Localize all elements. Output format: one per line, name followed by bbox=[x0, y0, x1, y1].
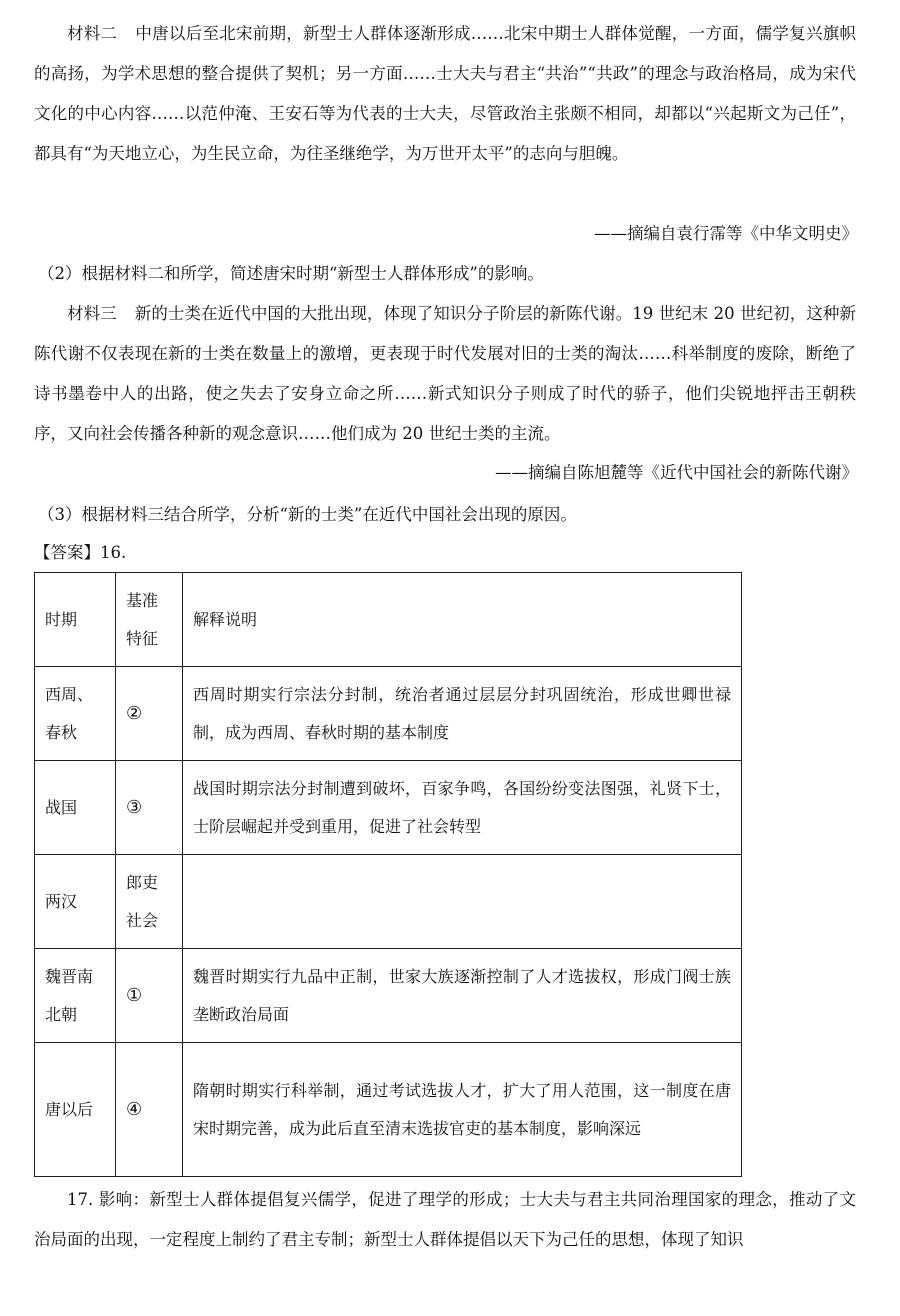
question-three: （3）根据材料三结合所学，分析“新的士类”在近代中国社会出现的原因。 bbox=[38, 505, 577, 524]
row-explain: 战国时期宗法分封制遭到破坏，百家争鸣，各国纷纷变法图强，礼贤下士，士阶层崛起并受到重用，促进了社会转型 bbox=[183, 761, 742, 855]
row-period: 两汉 bbox=[35, 855, 116, 949]
answer-label: 【答案】16. bbox=[34, 543, 127, 562]
answer-seventeen: 17. 影响：新型士人群体提倡复兴儒学，促进了理学的形成；士大夫与君主共同治理国家的理念，推动了文治局面的出现，一定程度上制约了君主专制；新型士人群体提倡以天下为己任的思想，体现了知识 bbox=[34, 1190, 856, 1249]
row-feature: ② bbox=[116, 667, 183, 761]
row-feature: ① bbox=[116, 949, 183, 1043]
header-period: 时期 bbox=[35, 573, 116, 667]
header-explain: 解释说明 bbox=[183, 573, 742, 667]
table-row bbox=[35, 949, 742, 1043]
row-period: 魏晋南北朝 bbox=[35, 949, 116, 1043]
table-row bbox=[35, 667, 742, 761]
material-three-paragraph bbox=[34, 294, 856, 454]
material-two-source: ——摘编自袁行霈等《中华文明史》 bbox=[594, 224, 858, 243]
row-period: 战国 bbox=[35, 761, 116, 855]
material-three-text: 新的士类在近代中国的大批出现，体现了知识分子阶层的新陈代谢。19 世纪末 20 世纪初，这种新陈代谢不仅表现在新的士类在数量上的激增，更表现于时代发展对旧的士类的淘汰……科举制度的废除，断绝了诗书墨卷中人的出路，使之失去了安身立命之所……新式知识分子则成了时代的骄子，他们尖锐地抨击王朝秩序，又向社会传播各种新的观念意识……他们成为 20 世纪士类的主流。 bbox=[34, 304, 857, 443]
header-feature: 基准特征 bbox=[116, 573, 183, 667]
question-two: （2）根据材料二和所学，简述唐宋时期“新型士人群体形成”的影响。 bbox=[38, 264, 544, 283]
material-two-text: 中唐以后至北宋前期，新型士人群体逐渐形成……北宋中期士人群体觉醒，一方面，儒学复兴旗帜的高扬，为学术思想的整合提供了契机；另一方面……士大夫与君主“共治”“共政”的理念与政治格局，成为宋代文化的中心内容……以范仲淹、王安石等为代表的士大夫，尽管政治主张颇不相同，却都以“兴起斯文为己任”，都具有“为天地立心，为生民立命，为往圣继绝学，为万世开太平”的志向与胆魄。 bbox=[34, 24, 857, 163]
material-three-source: ——摘编自陈旭麓等《近代中国社会的新陈代谢》 bbox=[495, 463, 858, 482]
table-row bbox=[35, 855, 742, 949]
row-feature: ④ bbox=[116, 1043, 183, 1177]
table-row bbox=[35, 761, 742, 855]
row-explain: 隋朝时期实行科举制，通过考试选拔人才，扩大了用人范围，这一制度在唐宋时期完善，成为此后直至清末选拔官吏的基本制度，影响深远 bbox=[183, 1043, 742, 1177]
material-two-label: 材料二 bbox=[67, 24, 118, 43]
row-feature: 郎吏社会 bbox=[116, 855, 183, 949]
row-explain: 西周时期实行宗法分封制，统治者通过层层分封巩固统治，形成世卿世禄制，成为西周、春秋时期的基本制度 bbox=[183, 667, 742, 761]
table-header-row bbox=[35, 573, 742, 667]
row-period: 唐以后 bbox=[35, 1043, 116, 1177]
material-two-paragraph bbox=[34, 14, 856, 174]
row-feature: ③ bbox=[116, 761, 183, 855]
row-period: 西周、春秋 bbox=[35, 667, 116, 761]
row-explain bbox=[183, 855, 742, 949]
material-three-label: 材料三 bbox=[67, 304, 117, 323]
table-row bbox=[35, 1043, 742, 1177]
answer-table bbox=[34, 572, 742, 1177]
row-explain: 魏晋时期实行九品中正制，世家大族逐渐控制了人才选拔权，形成门阀士族垄断政治局面 bbox=[183, 949, 742, 1043]
